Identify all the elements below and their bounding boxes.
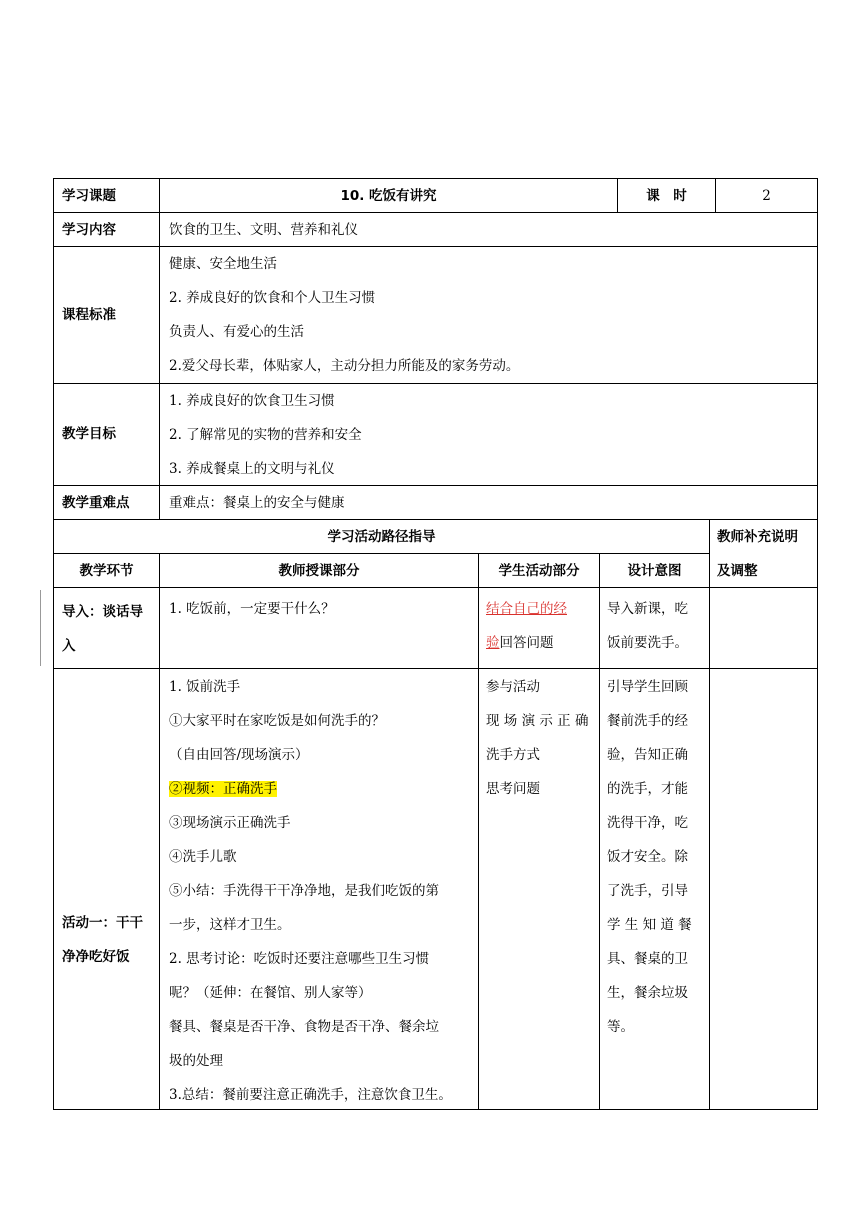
revision-mark bbox=[40, 590, 41, 666]
activity-design-line: 验，告知正确 bbox=[607, 747, 688, 763]
activity-teacher-line: 餐具、餐桌是否干净、食物是否干净、餐余垃 bbox=[169, 1019, 439, 1035]
activity-teacher-highlight: ②视频：正确洗手 bbox=[169, 781, 277, 797]
col-student-header: 学生活动部分 bbox=[498, 563, 580, 579]
activity-student-line: 洗手方式 bbox=[486, 747, 540, 763]
activity-teacher-line: 呢？（延伸：在餐馆、别人家等） bbox=[169, 985, 372, 1001]
row-divider bbox=[53, 485, 818, 486]
intro-design bbox=[607, 592, 688, 660]
standard-line: 负责人、有爱心的生活 bbox=[169, 324, 304, 340]
teacher-note-header-2: 及调整 bbox=[717, 563, 758, 579]
content-value: 饮食的卫生、文明、营养和礼仪 bbox=[169, 222, 358, 238]
activity-design-line: 洗得干净，吃 bbox=[607, 815, 688, 831]
activity-teacher-line: ①大家平时在家吃饭是如何洗手的？ bbox=[169, 713, 385, 729]
col-divider bbox=[599, 553, 600, 1110]
row-divider bbox=[53, 383, 818, 384]
activity-design-line: 引导学生回顾 bbox=[607, 679, 688, 695]
col-design-header: 设计意图 bbox=[627, 563, 682, 579]
activity-design-line: 等。 bbox=[607, 1019, 634, 1035]
col-divider bbox=[709, 519, 710, 1110]
row-divider bbox=[53, 668, 818, 669]
intro-student bbox=[486, 592, 567, 660]
activity-design-line: 学 生 知 道 餐 bbox=[607, 917, 692, 933]
goal-line: 1. 养成良好的饮食卫生习惯 bbox=[169, 393, 335, 409]
col-divider bbox=[159, 553, 160, 1110]
goal-label: 教学目标 bbox=[62, 426, 116, 442]
key-label: 教学重难点 bbox=[62, 495, 130, 511]
intro-student-highlight: 结合自己的经 bbox=[486, 601, 567, 617]
activity-teacher-line: （自由回答/现场演示） bbox=[169, 747, 309, 763]
activity-student-line: 现 场 演 示 正 确 bbox=[486, 713, 589, 729]
activity-stage bbox=[62, 906, 143, 974]
activity-design-line: 了洗手，引导 bbox=[607, 883, 688, 899]
activity-teacher-line: 一步，这样才卫生。 bbox=[169, 917, 291, 933]
col-stage-header: 教学环节 bbox=[79, 563, 134, 579]
standard-line: 健康、安全地生活 bbox=[169, 256, 277, 272]
intro-stage-line: 入 bbox=[62, 638, 76, 654]
activity-design bbox=[607, 670, 692, 1044]
activity-stage-line: 活动一：干干 bbox=[62, 915, 143, 931]
activity-teacher-line: ⑤小结：手洗得干干净净地，是我们吃饭的第 bbox=[169, 883, 439, 899]
period-value: 2 bbox=[762, 188, 771, 204]
intro-teacher: 1. 吃饭前，一定要干什么？ bbox=[169, 601, 335, 617]
activity-design-line: 餐前洗手的经 bbox=[607, 713, 688, 729]
goal-line: 3. 养成餐桌上的文明与礼仪 bbox=[169, 461, 335, 477]
activity-design-line: 生，餐余垃圾 bbox=[607, 985, 688, 1001]
key-value: 重难点：餐桌上的安全与健康 bbox=[169, 495, 345, 511]
intro-student-highlight-2: 验 bbox=[486, 635, 500, 651]
standard-line: 2. 养成良好的饮食和个人卫生习惯 bbox=[169, 290, 376, 306]
table-border-right bbox=[817, 178, 818, 1110]
activity-design-line: 具、餐桌的卫 bbox=[607, 951, 688, 967]
activity-teacher-line: ④洗手儿歌 bbox=[169, 849, 237, 865]
period-label: 课 时 bbox=[646, 188, 687, 204]
intro-stage bbox=[62, 595, 143, 663]
intro-design-line: 导入新课，吃 bbox=[607, 601, 688, 617]
col-teacher-header: 教师授课部分 bbox=[278, 563, 360, 579]
goal-line: 2. 了解常见的实物的营养和安全 bbox=[169, 427, 362, 443]
activity-student-line: 思考问题 bbox=[486, 781, 540, 797]
activity-student-line: 参与活动 bbox=[486, 679, 540, 695]
activity-design-line: 的洗手，才能 bbox=[607, 781, 688, 797]
activity-teacher-line: 圾的处理 bbox=[169, 1053, 223, 1069]
guide-title: 学习活动路径指导 bbox=[327, 529, 436, 545]
standard-label: 课程标准 bbox=[62, 307, 116, 323]
standard-line: 2.爱父母长辈，体贴家人，主动分担力所能及的家务劳动。 bbox=[169, 358, 520, 374]
intro-design-line: 饭前要洗手。 bbox=[607, 635, 688, 651]
activity-student bbox=[486, 670, 588, 806]
col-divider bbox=[478, 553, 479, 1110]
teacher-note-header: 教师补充说明 bbox=[717, 529, 798, 545]
col-divider bbox=[159, 178, 160, 519]
activity-teacher-line: ③现场演示正确洗手 bbox=[169, 815, 291, 831]
intro-stage-line: 导入：谈话导 bbox=[62, 604, 143, 620]
goal-lines bbox=[169, 384, 362, 486]
lesson-title: 10. 吃饭有讲究 bbox=[340, 188, 437, 204]
activity-teacher-line: 1. 饭前洗手 bbox=[169, 679, 241, 695]
content-label: 学习内容 bbox=[62, 222, 116, 238]
activity-teacher bbox=[169, 670, 452, 1112]
topic-label: 学习课题 bbox=[62, 188, 116, 204]
activity-stage-line: 净净吃好饭 bbox=[62, 949, 130, 965]
standard-lines bbox=[169, 247, 519, 383]
table-border-left bbox=[53, 178, 54, 1110]
activity-design-line: 饭才安全。除 bbox=[607, 849, 688, 865]
intro-student-rest: 回答问题 bbox=[499, 635, 554, 651]
activity-teacher-line: 3.总结：餐前要注意正确洗手，注意饮食卫生。 bbox=[169, 1087, 452, 1103]
activity-teacher-line: 2. 思考讨论：吃饭时还要注意哪些卫生习惯 bbox=[169, 951, 430, 967]
